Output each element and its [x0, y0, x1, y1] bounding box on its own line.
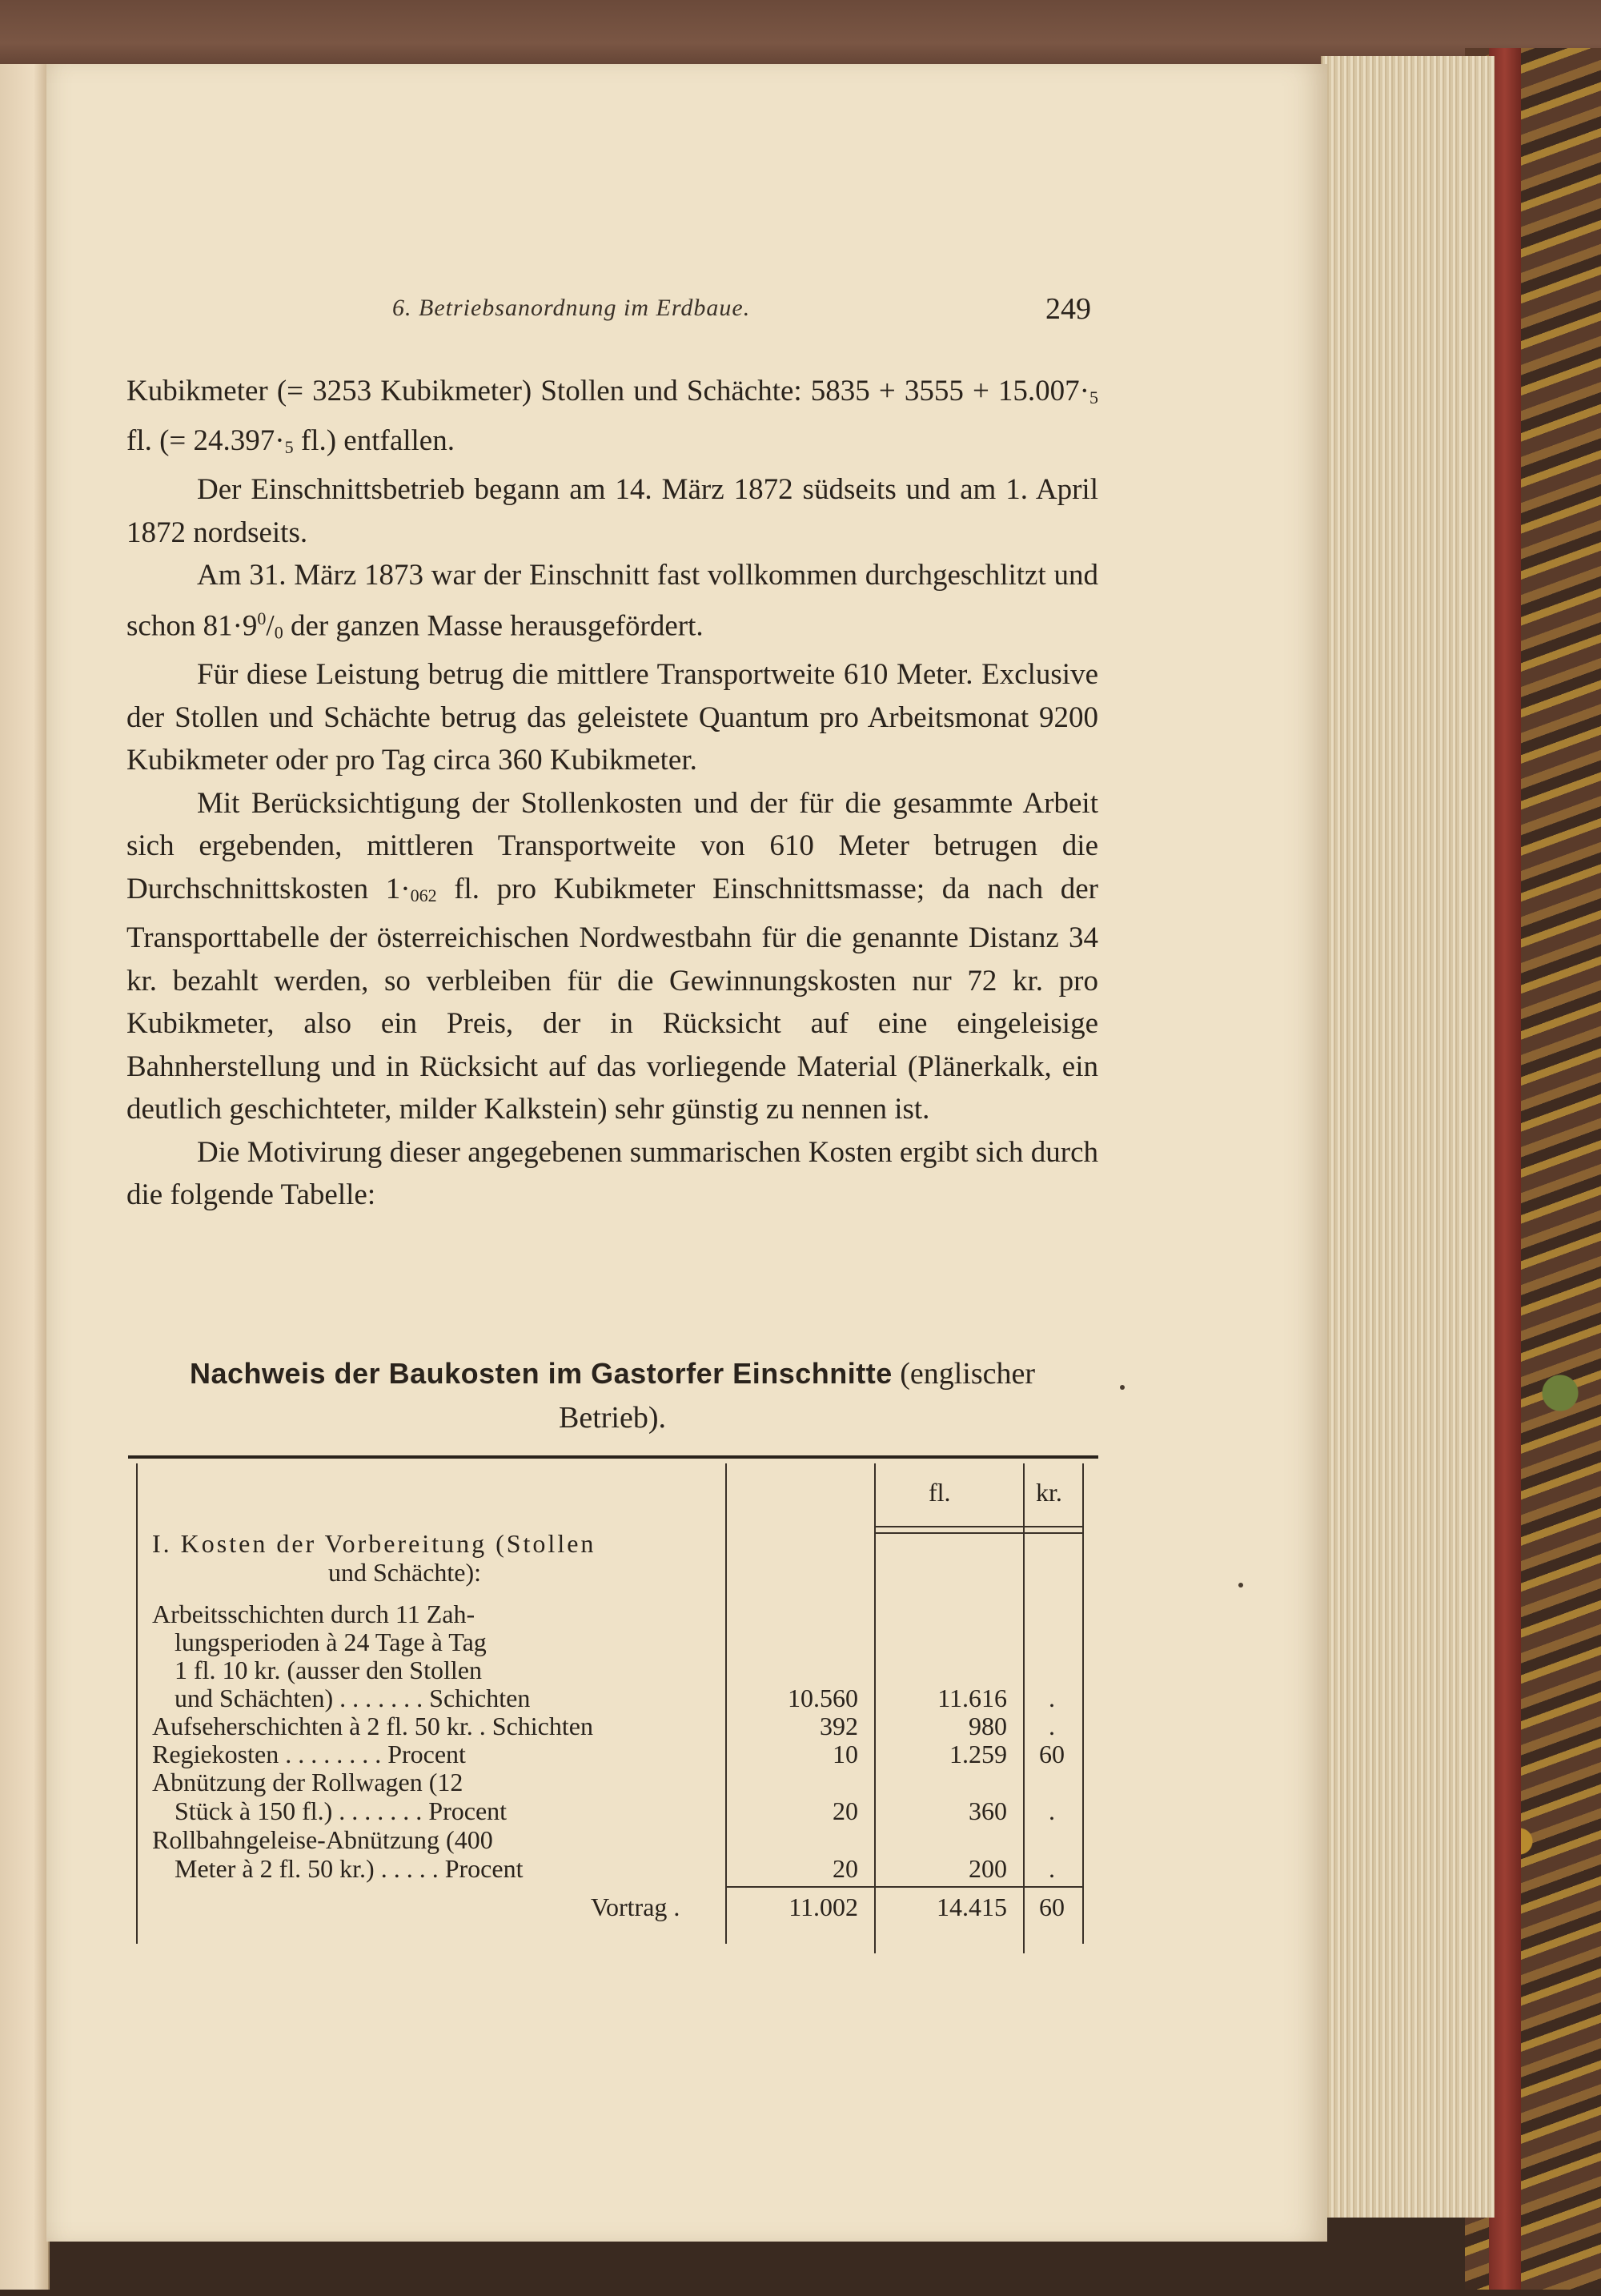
row3-fl: 1.259: [949, 1740, 1007, 1768]
table-header-rule-2: [874, 1532, 1082, 1534]
row5-desc-2: Meter à 2 fl. 50 kr.) . . . . . Procent: [175, 1854, 524, 1883]
carry-fl: 14.415: [937, 1893, 1007, 1921]
row2-fl: 980: [969, 1712, 1007, 1740]
table-header-rule: [874, 1526, 1082, 1527]
carry-qty: 11.002: [788, 1893, 858, 1921]
row3-qty: 10: [833, 1740, 858, 1768]
paragraph-2: Der Einschnittsbetrieb begann am 14. März 1872 südseits und am 1. April 1872 nordseits.: [126, 473, 1098, 549]
row2-kr: .: [1049, 1712, 1055, 1740]
cost-table: [128, 1455, 1098, 1971]
left-page-edge: [0, 64, 50, 2290]
row1-desc-2: lungsperioden à 24 Tage à Tag: [175, 1628, 487, 1656]
paper-speck: [1238, 1583, 1243, 1588]
row4-kr: .: [1049, 1796, 1055, 1825]
page-number: 249: [1045, 292, 1091, 326]
row4-desc-1: Abnützung der Rollwagen (12: [152, 1768, 463, 1796]
row1-desc-3: 1 fl. 10 kr. (ausser den Stollen: [175, 1656, 482, 1684]
row1-desc-1: Arbeitsschichten durch 11 Zah-: [152, 1600, 475, 1628]
row4-fl: 360: [969, 1796, 1007, 1825]
running-head: 6. Betriebsanordnung im Erdbaue.: [392, 295, 751, 321]
row3-kr: 60: [1039, 1740, 1065, 1768]
row5-fl: 200: [969, 1854, 1007, 1883]
row5-desc-1: Rollbahngeleise-Abnützung (400: [152, 1825, 493, 1854]
paragraph-6: Die Motivirung dieser angegebenen summarischen Kosten ergibt sich durch die folgende Tabelle:: [126, 1135, 1098, 1212]
paragraph-1: Kubikmeter (= 3253 Kubikmeter) Stollen und Schächte: $5835 + 3555 + 15.007\cdot_5$ fl. (= $24.397\cdot_5$ fl.) entfallen.: [126, 375, 1098, 457]
row1-qty: 10.560: [788, 1684, 858, 1712]
row2-qty: 392: [820, 1712, 858, 1740]
paragraph-3: Am 31. März 1873 war der Einschnitt fast vollkommen durchgeschlitzt und schon $81\cdot 9^0/_0$ der ganzen Masse herausgefördert.: [126, 559, 1098, 642]
row1-desc-4: und Schächten) . . . . . . . Schichten: [175, 1684, 531, 1712]
paper-speck: [1120, 1385, 1125, 1390]
sum-rule: [725, 1886, 1082, 1888]
carry-label: Vortrag .: [591, 1893, 680, 1921]
row3-desc: Regiekosten . . . . . . . . Procent: [152, 1740, 466, 1768]
table-rule-kr: [1023, 1463, 1025, 1953]
body-text: [126, 370, 1098, 1217]
carry-kr: 60: [1039, 1893, 1065, 1921]
section-heading-line1: I. Kosten der Vorbereitung (Stollen: [152, 1529, 596, 1558]
page-block-edge: [1321, 56, 1495, 2218]
row1-kr: .: [1049, 1684, 1055, 1712]
paragraph-4: Für diese Leistung betrug die mittlere Transportweite 610 Meter. Exclusive der Stollen und Schächte betrug das geleistete Quantum pro Arbeitsmonat 9200 Kubikmeter oder pro Tag circa 360 Kubikmeter.: [126, 658, 1098, 777]
row2-desc: Aufseherschichten à 2 fl. 50 kr. . Schichten: [152, 1712, 593, 1740]
row4-qty: 20: [833, 1796, 858, 1825]
col-header-kr: kr.: [1036, 1478, 1062, 1507]
row4-desc-2: Stück à 150 fl.) . . . . . . . Procent: [175, 1796, 508, 1825]
section-heading-line2: und Schächte):: [328, 1558, 482, 1587]
row5-qty: 20: [833, 1854, 858, 1883]
table-title: Nachweis der Baukosten im Gastorfer Einschnitte (englischer Betrieb).: [189, 1357, 1036, 1435]
table-rule-left: [136, 1463, 138, 1944]
col-header-fl: fl.: [929, 1478, 951, 1507]
row1-fl: 11.616: [937, 1684, 1007, 1712]
table-rule-right: [1082, 1463, 1084, 1944]
row5-kr: .: [1049, 1854, 1055, 1883]
paragraph-5: Mit Berücksichtigung der Stollenkosten und der für die gesammte Arbeit sich ergebenden, mittleren Transportweite von 610 Meter betrugen die Durchschnittskosten $1\cdot_{062}$ fl. pro Kubikmeter Einschnittsmasse; da nach der Transporttabelle der österreichischen Nordwestbahn für die genannte Distanz 34 kr. bezahlt werden, so verbleiben für die Gewinnungskosten nur 72 kr. pro Kubikmeter, also ein Preis, der in Rücksicht auf eine eingeleisige Bahnherstellung und in Rücksicht auf das vorliegende Material (Plänerkalk, ein deutlich geschichteter, milder Kalkstein) sehr günstig zu nennen ist.: [126, 786, 1098, 1126]
